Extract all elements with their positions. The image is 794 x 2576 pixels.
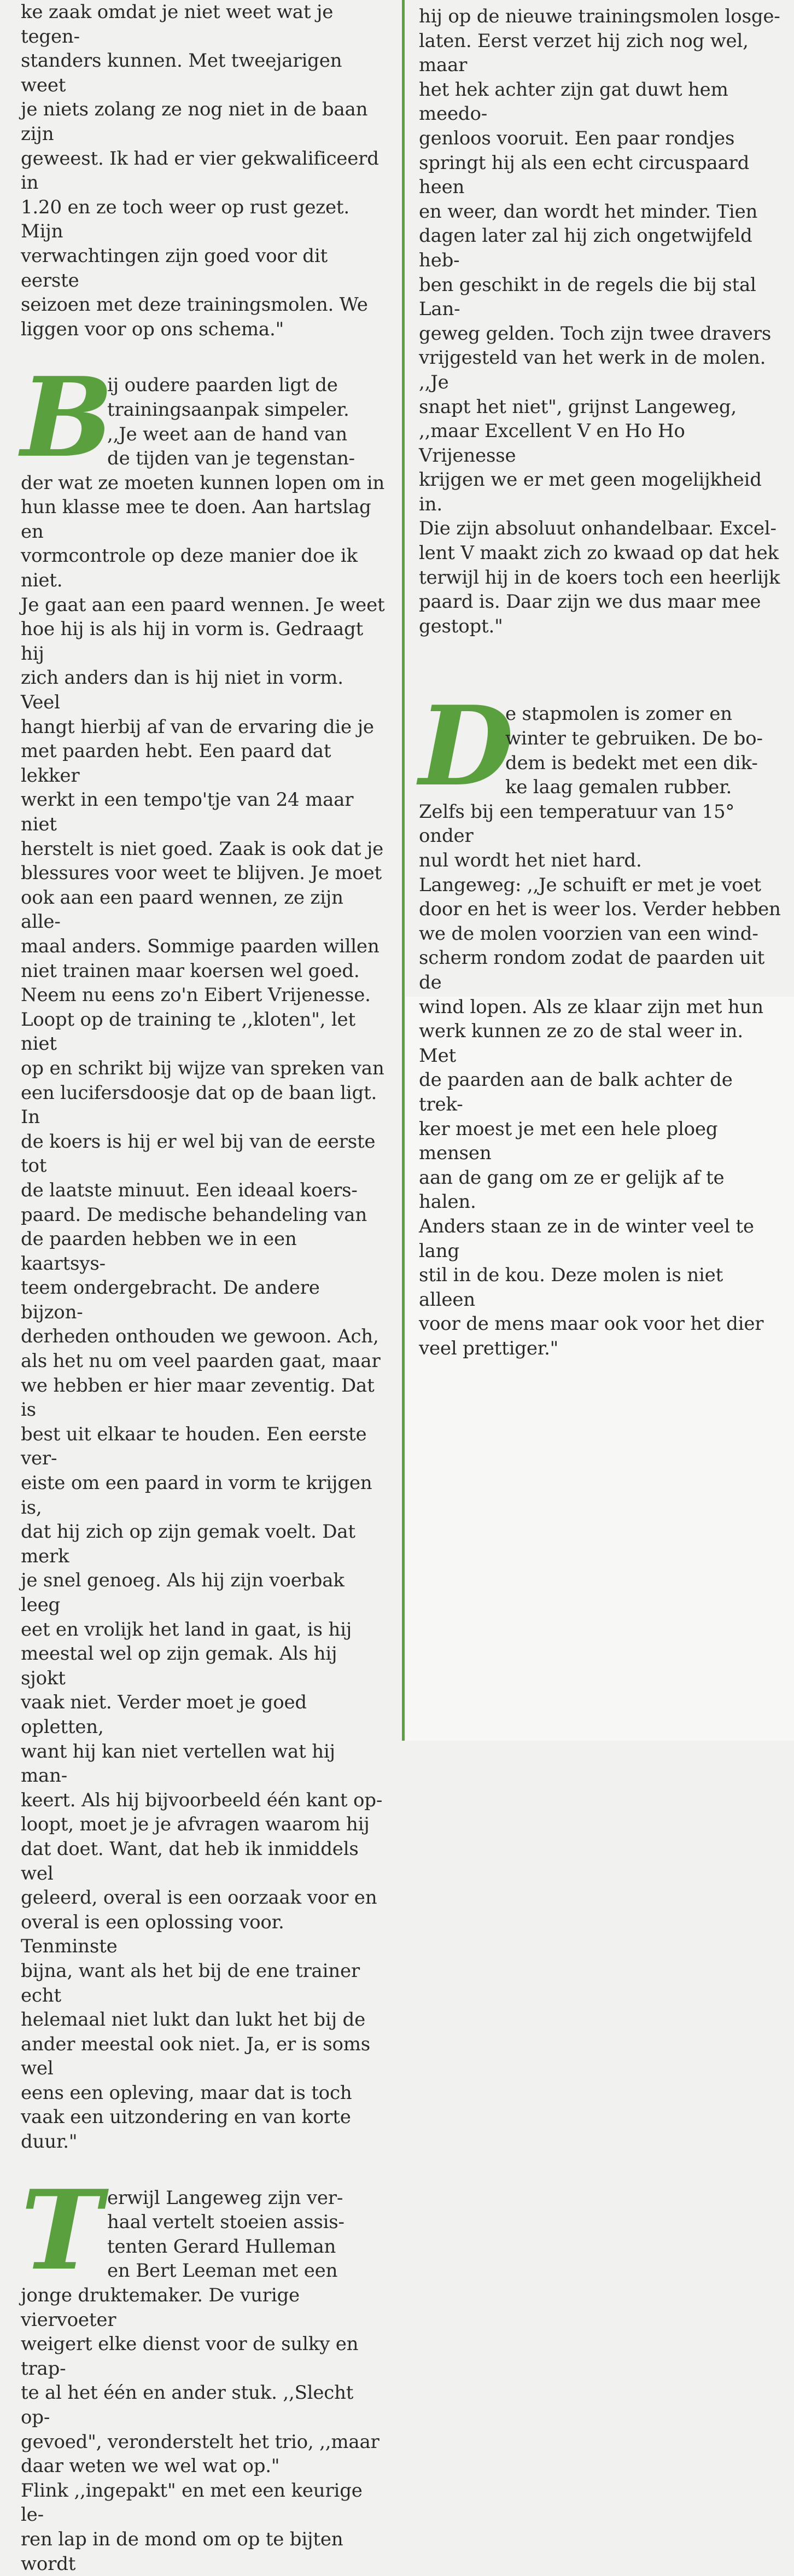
right-paragraph-1: hij op de nieuwe trainingsmolen losge- laten. Eerst verzet hij zich nog wel, maar het hek achter zijn gat duwt hem meedo- genloos vooruit. Een paar rondjes springt hij als een echt circuspaard heen en weer, dan wordt het minder. Tien dagen later zal hij zich ongetwijfeld heb- ben geschikt in de regels die bij stal Lan- geweg gelden. Toch zijn twee dravers vrijgesteld van het werk in de molen. ,,Je snapt het niet", grijnst Langeweg, ,,maar Excellent V en Ho Ho Vrijenesse krijgen we er met geen mogelijkheid in. Die zijn absoluut onhandelbaar. Excel- lent V maakt zich zo kwaad op dat hek terwijl hij in de koers toch een heerlijk paard is. Daar zijn we dus maar mee gestopt." (419, 5, 780, 637)
left-paragraph-2-text: ij oudere paarden ligt de trainingsaanpak simpeler. ,,Je weet aan de hand van de tijden van je tegenstan- der wat ze moeten kunnen lopen om in hun klasse mee te doen. Aan hartslag en vormcontrole op deze manier doe ik niet. Je gaat aan een paard wennen. Je weet hoe hij is als hij in vorm is. Gedraagt hij zich anders dan is hij niet in vorm. Veel hangt hierbij af van de ervaring die je met paarden hebt. Een paard dat lekker werkt in een tempo'tje van 24 maar niet herstelt is niet goed. Zaak is ook dat je blessures voor weet te blijven. Je moet ook aan een paard wennen, ze zijn alle- maal anders. Sommige paarden willen niet trainen maar koersen wel goed. Neem nu eens zo'n Eibert Vrijenesse. Loopt op de training te ,,kloten", let niet op en schrikt bij wijze van spreken van een lucifersdoosje dat op de baan ligt. In de koers is hij er wel bij van de eerste tot de laatste minuut. Een ideaal koers- paard. De medische behandeling van de paarden hebben we in een kaartsys- teem ondergebracht. De andere bijzon- derheden onthouden we gewoon. Ach, als het nu om veel paarden gaat, maar we hebben er hier maar zeventig. Dat is best uit elkaar te houden. Een eerste ver- eiste om een paard in vorm te krijgen is, dat hij zich op zijn gemak voelt. Dat merk je snel genoeg. Als hij zijn voerbak leeg eet en vrolijk het land in gaat, is hij meestal wel op zijn gemak. Als hij sjokt vaak niet. Verder moet je goed opletten, want hij kan niet vertellen wat hij man- keert. Als hij bijvoorbeeld één kant op- loopt, moet je je afvragen waarom hij dat doet. Want, dat heb ik inmiddels wel geleerd, overal is een oorzaak voor en overal is een oplossing voor. Tenminste bijna, want als het bij de ene trainer echt helemaal niet lukt dan lukt het bij de ander meestal ook niet. Ja, er is soms wel eens een opleving, maar dat is toch vaak een uitzondering en van korte duur." (21, 374, 385, 2153)
dropcap-d: D (419, 682, 514, 811)
left-column (21, 0, 386, 2576)
left-paragraph-1: ke zaak omdat je niet weet wat je tegen- standers kunnen. Met tweejarigen weet je niets zolang ze nog niet in de baan zijn geweest. Ik had er vier gekwalificeerd in 1.20 en ze toch weer op rust gezet. Mijn verwachtingen zijn goed voor dit eerste seizoen met deze trainingsmolen. We liggen voor op ons schema." (21, 1, 379, 340)
left-paragraph-3-text: erwijl Langeweg zijn ver- haal vertelt stoeien assis- tenten Gerard Hulleman en Bert Leeman met een jonge druktemaker. De vurige viervoeter weigert elke dienst voor de sulky en trap- te al het één en ander stuk. ,,Slecht op- gevoed", veronderstelt het trio, ,,maar daar weten we wel wat op." Flink ,,ingepakt" en met een keurige le- ren lap in de mond om op te bijten wordt (21, 2187, 380, 2575)
column-divider (402, 0, 405, 1741)
right-column (419, 4, 781, 1360)
right-paragraph-2 (419, 682, 781, 1360)
dropcap-t: T (21, 2166, 102, 2295)
left-paragraph-3 (21, 2166, 386, 2576)
left-paragraph-2 (21, 353, 386, 2154)
right-paragraph-2-text: e stapmolen is zomer en winter te gebruiken. De bo- dem is bedekt met een dik- ke laag gemalen rubber. Zelfs bij een temperatuur van 15° onder nul wordt het niet hard. Langeweg: ,,Je schuift er met je voet door en het is weer los. Verder hebben we de molen voorzien van een wind- scherm rondom zodat de paarden uit de wind lopen. Als ze klaar zijn met hun werk kunnen ze zo de stal weer in. Met de paarden aan de balk achter de trek- ker moest je met een hele ploeg mensen aan de gang om ze er gelijk af te halen. Anders staan ze in de winter veel te lang stil in de kou. Deze molen is niet alleen voor de mens maar ook voor het dier veel prettiger." (419, 703, 781, 1359)
dropcap-b: B (21, 353, 113, 482)
